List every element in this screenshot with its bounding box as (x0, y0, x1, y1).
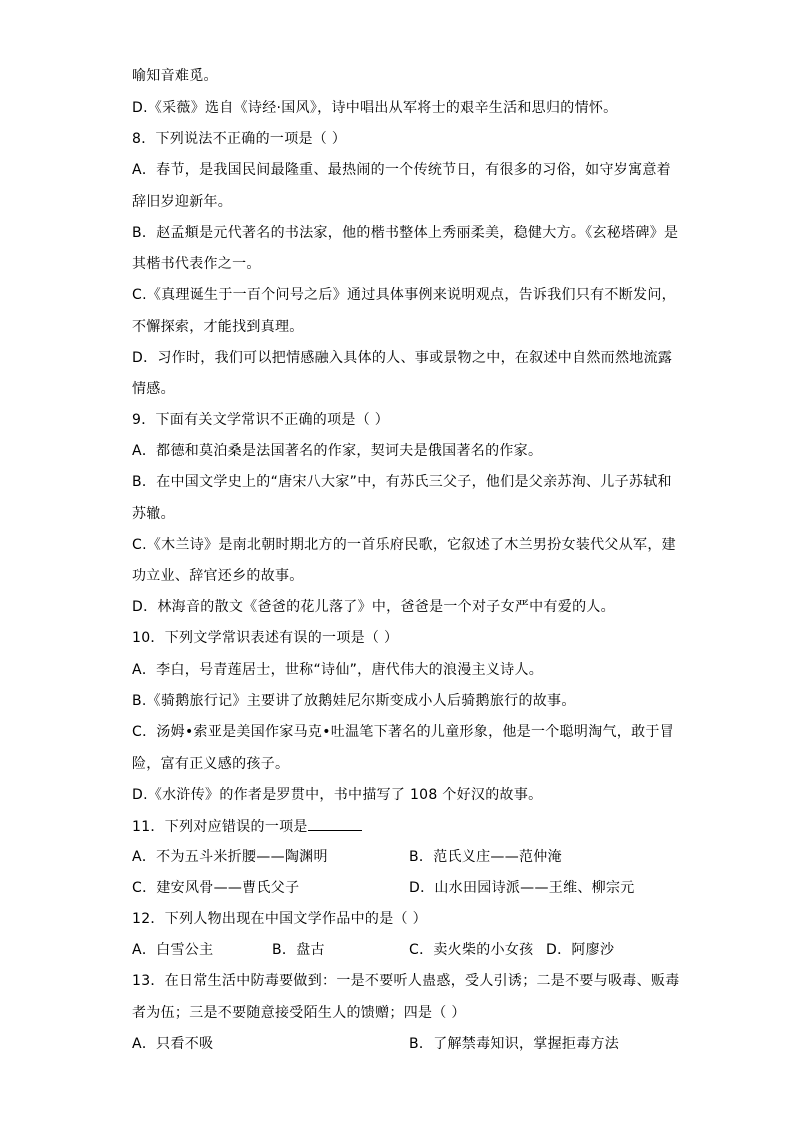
q8-option-d-cont: 情感。 (132, 381, 175, 397)
q10-option-c: C．汤姆•索亚是美国作家马克•吐温笔下著名的儿童形象，他是一个聪明淘气，敢于冒 (132, 724, 674, 740)
question-11-text: 11．下列对应错误的一项是 (132, 819, 308, 835)
q9-option-c: C.《木兰诗》是南北朝时期北方的一首乐府民歌，它叙述了木兰男扮女装代父从军，建 (132, 537, 676, 553)
q11-option-d: D．山水田园诗派——王维、柳宗元 (409, 880, 635, 896)
q9-option-b-cont: 苏辙。 (132, 506, 175, 522)
q9-option-a: A．都德和莫泊桑是法国著名的作家，契诃夫是俄国著名的作家。 (132, 443, 543, 459)
q8-option-c-cont: 不懈探索，才能找到真理。 (132, 319, 304, 335)
q12-option-d: D．阿廖沙 (546, 942, 615, 958)
question-11 (132, 817, 362, 836)
answer-blank (308, 817, 362, 831)
q12-option-a: A．白雪公主 (132, 942, 214, 958)
question-13: 13．在日常生活中防毒要做到：一是不要听人蛊惑，受人引诱；二是不要与吸毒、贩毒 (132, 973, 680, 989)
q12-option-b: B．盘古 (272, 942, 325, 958)
q12-option-c: C．卖火柴的小女孩 (409, 942, 534, 958)
q13-option-b: B．了解禁毒知识，掌握拒毒方法 (409, 1036, 620, 1052)
q9-option-d: D．林海音的散文《爸爸的花儿落了》中，爸爸是一个对子女严中有爱的人。 (132, 599, 615, 615)
q8-option-b-cont: 其楷书代表作之一。 (132, 256, 261, 272)
q9-option-b: B．在中国文学史上的“唐宋八大家”中，有苏氏三父子，他们是父亲苏洵、儿子苏轼和 (132, 474, 672, 490)
q10-option-d: D.《水浒传》的作者是罗贯中，书中描写了 108 个好汉的故事。 (132, 787, 543, 803)
q11-option-c: C．建安风骨——曹氏父子 (132, 880, 300, 896)
question-12: 12．下列人物出现在中国文学作品中的是（ ） (132, 911, 427, 927)
q10-option-a: A．李白，号青莲居士，世称“诗仙”，唐代伟大的浪漫主义诗人。 (132, 662, 544, 678)
option-d: D.《采薇》选自《诗经·国风》，诗中唱出从军将士的艰辛生活和思归的情怀。 (132, 100, 618, 116)
q8-option-d: D．习作时，我们可以把情感融入具体的人、事或景物之中，在叙述中自然而然地流露 (132, 350, 673, 366)
question-10: 10．下列文学常识表述有误的一项是（ ） (132, 630, 399, 646)
q8-option-a: A．春节，是我国民间最隆重、最热闹的一个传统节日，有很多的习俗，如守岁寓意着 (132, 162, 671, 178)
question-8: 8．下列说法不正确的一项是（ ） (132, 131, 347, 147)
q10-option-c-cont: 险，富有正义感的孩子。 (132, 756, 290, 772)
q8-option-c: C.《真理诞生于一百个问号之后》通过具体事例来说明观点，告诉我们只有不断发问， (132, 287, 676, 303)
q11-option-a: A．不为五斗米折腰——陶渊明 (132, 849, 328, 865)
q8-option-b: B．赵孟頫是元代著名的书法家，他的楷书整体上秀丽柔美，稳健大方。《玄秘塔碑》是 (132, 225, 679, 241)
q13-option-a: A．只看不吸 (132, 1036, 214, 1052)
q8-option-a-cont: 辞旧岁迎新年。 (132, 194, 233, 210)
q9-option-c-cont: 功立业、辞官还乡的故事。 (132, 568, 304, 584)
question-9: 9．下面有关文学常识不正确的项是（ ） (132, 412, 390, 428)
text-line: 喻知音难觅。 (132, 68, 218, 84)
q11-option-b: B．范氏义庄——范仲淹 (409, 849, 562, 865)
q10-option-b: B.《骑鹅旅行记》主要讲了放鹅娃尼尔斯变成小人后骑鹅旅行的故事。 (132, 693, 576, 709)
question-13-cont: 者为伍；三是不要随意接受陌生人的馈赠；四是（ ） (132, 1005, 466, 1021)
